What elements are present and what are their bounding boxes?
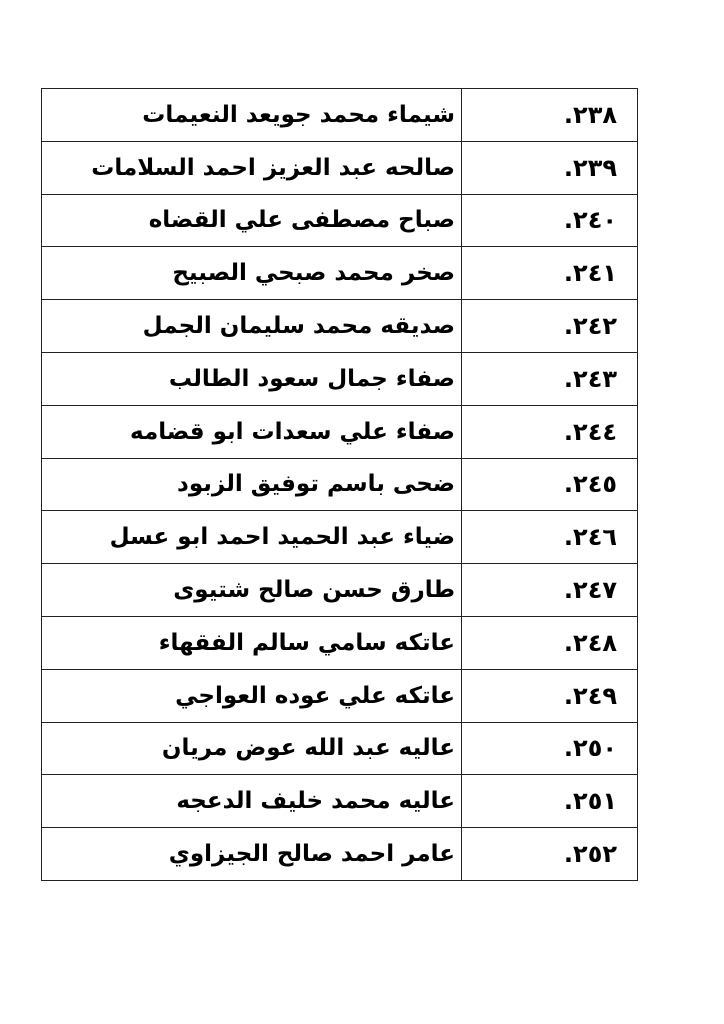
person-name: عاليه عبد الله عوض مريان	[42, 722, 462, 775]
person-name: صباح مصطفى علي القضاه	[42, 194, 462, 247]
table-row	[42, 141, 638, 194]
row-number: ٢٤٥.	[462, 458, 638, 511]
row-number: ٢٤٨.	[462, 616, 638, 669]
table-row	[42, 775, 638, 828]
row-number: ٢٥٢.	[462, 828, 638, 881]
person-name: صديقه محمد سليمان الجمل	[42, 300, 462, 353]
row-number: ٢٤٠.	[462, 194, 638, 247]
table-row	[42, 722, 638, 775]
table-row	[42, 300, 638, 353]
names-table-body	[42, 89, 638, 881]
table-row	[42, 458, 638, 511]
row-number: ٢٤٧.	[462, 564, 638, 617]
person-name: صخر محمد صبحي الصبيح	[42, 247, 462, 300]
person-name: صفاء جمال سعود الطالب	[42, 352, 462, 405]
person-name: عاليه محمد خليف الدعجه	[42, 775, 462, 828]
person-name: عاتكه سامي سالم الفقهاء	[42, 616, 462, 669]
row-number: ٢٣٩.	[462, 141, 638, 194]
table-row	[42, 405, 638, 458]
row-number: ٢٤٣.	[462, 352, 638, 405]
row-number: ٢٣٨.	[462, 89, 638, 142]
table-row	[42, 352, 638, 405]
person-name: صالحه عبد العزيز احمد السلامات	[42, 141, 462, 194]
row-number: ٢٤٦.	[462, 511, 638, 564]
table-row	[42, 511, 638, 564]
person-name: ضحى باسم توفيق الزبود	[42, 458, 462, 511]
row-number: ٢٤٤.	[462, 405, 638, 458]
row-number: ٢٤٩.	[462, 669, 638, 722]
table-row	[42, 564, 638, 617]
table-row	[42, 616, 638, 669]
row-number: ٢٥٠.	[462, 722, 638, 775]
row-number: ٢٥١.	[462, 775, 638, 828]
person-name: ضياء عبد الحميد احمد ابو عسل	[42, 511, 462, 564]
table-row	[42, 669, 638, 722]
person-name: عاتكه علي عوده العواجي	[42, 669, 462, 722]
person-name: شيماء محمد جويعد النعيمات	[42, 89, 462, 142]
table-row	[42, 89, 638, 142]
table-row	[42, 194, 638, 247]
row-number: ٢٤١.	[462, 247, 638, 300]
person-name: طارق حسن صالح شتيوى	[42, 564, 462, 617]
row-number: ٢٤٢.	[462, 300, 638, 353]
table-row	[42, 828, 638, 881]
names-table	[41, 88, 638, 881]
person-name: عامر احمد صالح الجيزاوي	[42, 828, 462, 881]
person-name: صفاء علي سعدات ابو قضامه	[42, 405, 462, 458]
table-row	[42, 247, 638, 300]
